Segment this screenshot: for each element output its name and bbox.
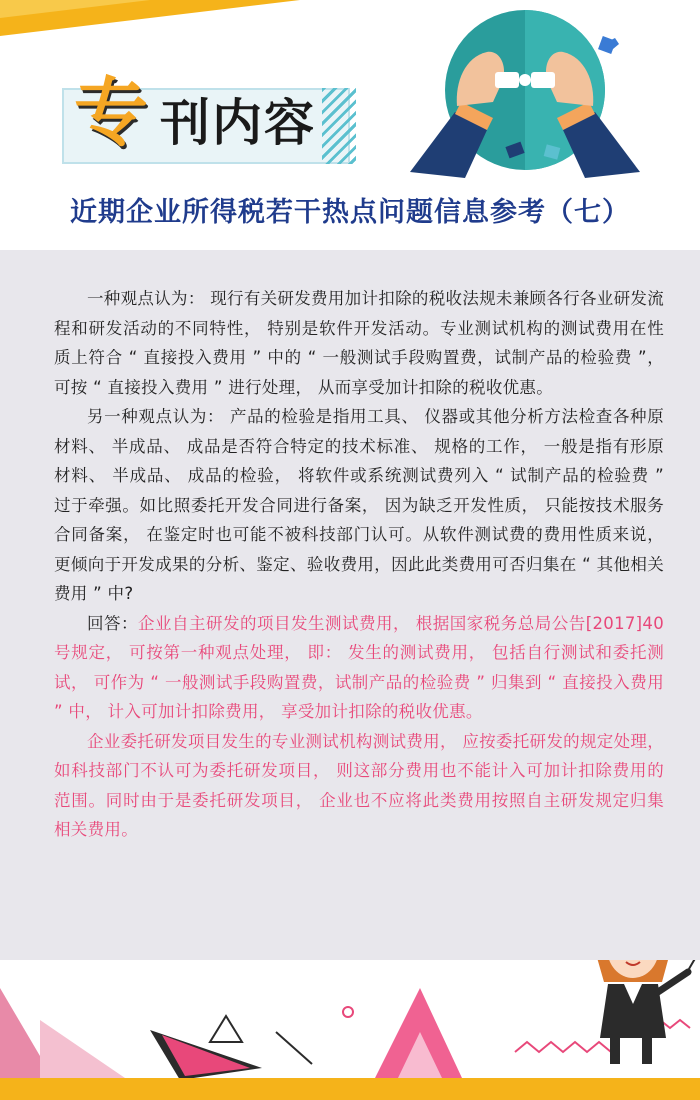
paragraph-viewpoint-2: 另一种观点认为： 产品的检验是指用工具、 仪器或其他分析方法检查各种原材料、 半成品、 成品是否符合特定的技术标准、 规格的工作， 一般是指有形原材料、 半成品、 成品的检验， 将软件或系统测试费列入 “ 试制产品的检验费 ” 过于牵强。如比照委托开发合同进行备案， 因为缺乏开发性质， 只能按技术服务合同备案， 在鉴定时也可能不被科技部门认可。从软件测试费的费用性质来说， 更倾向于开发成果的分析、鉴定、验收费用，因此此类费用可否归集在 “ 其他相关费用 ” 中? (54, 407, 664, 603)
answer-label: 回答： (87, 613, 138, 633)
paragraph-entrusted-rd: 企业委托研发项目发生的专业测试机构测试费用， 应按委托研发的规定处理， 如科技部门不认可为委托研发项目， 则这部分费用也不能计入可加计扣除费用的范围。同时由于是委托研发项目， 企业也不应将此类费用按照自主研发规定归集相关费用。 (54, 731, 664, 839)
page-subtitle: 近期企业所得税若干热点问题信息参考（七） (70, 197, 630, 228)
paragraph-viewpoint-1: 一种观点认为： 现行有关研发费用加计扣除的税收法规未兼顾各行各业研发流程和研发活动的不同特性， 特别是软件开发活动。专业测试机构的测试费用在性质上符合 “ 直接投入费用 ” 中的 “ 一般测试手段购置费，试制产品的检验费 ”， 可按 “ 直接投入费用 ” 进行处理， 从而享受加计扣除的税收优惠。 (54, 289, 664, 397)
paragraph-answer (54, 609, 664, 727)
title-hatch-decoration (322, 88, 356, 164)
puzzle-hands-illustration (395, 2, 695, 182)
title-text: 刊内容 (160, 94, 316, 152)
title-accent-char: 专 (74, 70, 148, 156)
teacher-character-illustration (570, 960, 700, 1068)
answer-text: 企业自主研发的项目发生测试费用， 根据国家税务总局公告[2017]40 号规定， 可按第一种观点处理， 即： 发生的测试费用， 包括自行测试和委托测试， 可作为 “ 一般测试手段购置费，试制产品的检验费 ” 归集到 “ 直接投入费用 ” 中， 计入可加计扣除费用， 享受加计扣除的税收优惠。 (54, 613, 664, 721)
header-banner (0, 0, 700, 250)
article-body (54, 284, 664, 845)
footer-bar (0, 1078, 700, 1100)
